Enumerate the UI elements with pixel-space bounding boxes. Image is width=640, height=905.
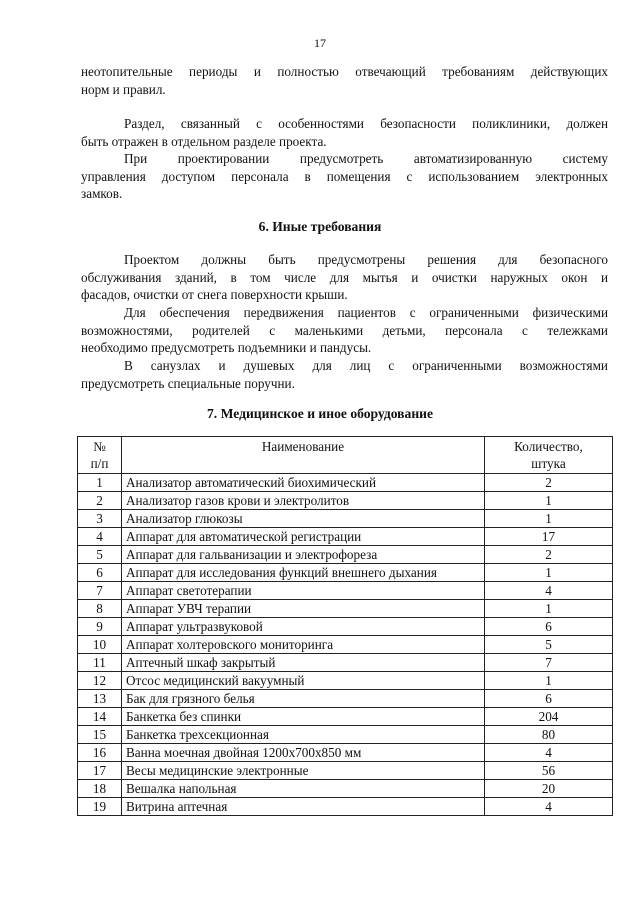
table-row — [78, 600, 613, 618]
row-quantity: 204 — [485, 708, 613, 726]
row-name: Аппарат для исследования функций внешнего дыхания — [122, 564, 485, 582]
row-name: Вешалка напольная — [122, 780, 485, 798]
row-number: 13 — [78, 690, 122, 708]
row-number: 9 — [78, 618, 122, 636]
row-name: Аппарат УВЧ терапии — [122, 600, 485, 618]
row-number: 19 — [78, 798, 122, 816]
table-row — [78, 780, 613, 798]
page-number: 17 — [314, 36, 326, 50]
row-number: 6 — [78, 564, 122, 582]
table-body — [78, 474, 613, 816]
row-number: 11 — [78, 654, 122, 672]
row-quantity: 6 — [485, 690, 613, 708]
header-name: Наименование — [122, 437, 485, 474]
table-row — [78, 636, 613, 654]
row-quantity: 80 — [485, 726, 613, 744]
equipment-table — [77, 436, 613, 816]
row-number: 10 — [78, 636, 122, 654]
table-row — [78, 744, 613, 762]
table-row — [78, 762, 613, 780]
row-quantity: 1 — [485, 564, 613, 582]
table-row — [78, 672, 613, 690]
table-row — [78, 798, 613, 816]
row-quantity: 17 — [485, 528, 613, 546]
row-name: Отсос медицинский вакуумный — [122, 672, 485, 690]
header-number: № п/п — [78, 437, 122, 474]
row-quantity: 1 — [485, 510, 613, 528]
table-row — [78, 492, 613, 510]
row-quantity: 1 — [485, 672, 613, 690]
row-name: Анализатор газов крови и электролитов — [122, 492, 485, 510]
row-quantity: 2 — [485, 474, 613, 492]
table-header-row — [78, 437, 613, 474]
row-number: 2 — [78, 492, 122, 510]
table-row — [78, 474, 613, 492]
row-name: Аппарат светотерапии — [122, 582, 485, 600]
intro-paragraph-1: неотопительные периоды и полностью отвечающий требованиям действующих норм и правил. — [81, 64, 608, 97]
table-row — [78, 690, 613, 708]
row-quantity: 5 — [485, 636, 613, 654]
row-quantity: 4 — [485, 798, 613, 816]
intro-paragraph-3: При проектировании предусмотреть автоматизированную систему управления доступом персонала в помещения с использованием электронных замков. — [81, 151, 608, 201]
row-number: 15 — [78, 726, 122, 744]
row-number: 12 — [78, 672, 122, 690]
row-quantity: 1 — [485, 600, 613, 618]
row-quantity: 4 — [485, 582, 613, 600]
row-quantity: 7 — [485, 654, 613, 672]
table-row — [78, 708, 613, 726]
row-name: Аппарат для гальванизации и электрофореза — [122, 546, 485, 564]
row-name: Аппарат для автоматической регистрации — [122, 528, 485, 546]
row-name: Банкетка без спинки — [122, 708, 485, 726]
row-name: Весы медицинские электронные — [122, 762, 485, 780]
row-name: Банкетка трехсекционная — [122, 726, 485, 744]
section-6-paragraph-1: Проектом должны быть предусмотрены решения для безопасного обслуживания зданий, в том числе для мытья и очистки наружных окон и фасадов, очистки от снега поверхности крыши. — [81, 252, 608, 302]
table-row — [78, 726, 613, 744]
table-row — [78, 546, 613, 564]
row-number: 16 — [78, 744, 122, 762]
row-number: 17 — [78, 762, 122, 780]
row-name: Аппарат холтеровского мониторинга — [122, 636, 485, 654]
row-number: 8 — [78, 600, 122, 618]
row-name: Бак для грязного белья — [122, 690, 485, 708]
row-number: 1 — [78, 474, 122, 492]
row-number: 14 — [78, 708, 122, 726]
row-name: Анализатор автоматический биохимический — [122, 474, 485, 492]
row-name: Ванна моечная двойная 1200x700x850 мм — [122, 744, 485, 762]
row-quantity: 6 — [485, 618, 613, 636]
table-row — [78, 510, 613, 528]
row-name: Анализатор глюкозы — [122, 510, 485, 528]
section-6-paragraph-2: Для обеспечения передвижения пациентов с ограниченными физическими возможностями, родителей с маленькими детьми, персонала с тележками необходимо предусмотреть подъемники и пандусы. — [81, 305, 608, 355]
row-quantity: 1 — [485, 492, 613, 510]
table-row — [78, 528, 613, 546]
row-name: Витрина аптечная — [122, 798, 485, 816]
row-name: Аппарат ультразвуковой — [122, 618, 485, 636]
row-quantity: 2 — [485, 546, 613, 564]
row-name: Аптечный шкаф закрытый — [122, 654, 485, 672]
table-row — [78, 618, 613, 636]
row-quantity: 4 — [485, 744, 613, 762]
header-quantity: Количество, штука — [485, 437, 613, 474]
row-number: 4 — [78, 528, 122, 546]
section-6-title: 6. Иные требования — [258, 219, 382, 234]
row-quantity: 56 — [485, 762, 613, 780]
row-number: 5 — [78, 546, 122, 564]
row-number: 3 — [78, 510, 122, 528]
section-7-title: 7. Медицинское и иное оборудование — [206, 406, 434, 421]
table-row — [78, 654, 613, 672]
table-row — [78, 582, 613, 600]
section-6-paragraph-3: В санузлах и душевых для лиц с ограниченными возможностями предусмотреть специальные поручни. — [81, 358, 608, 391]
intro-paragraph-2: Раздел, связанный с особенностями безопасности поликлиники, должен быть отражен в отдельном разделе проекта. — [81, 116, 608, 149]
table-row — [78, 564, 613, 582]
row-number: 7 — [78, 582, 122, 600]
row-number: 18 — [78, 780, 122, 798]
row-quantity: 20 — [485, 780, 613, 798]
